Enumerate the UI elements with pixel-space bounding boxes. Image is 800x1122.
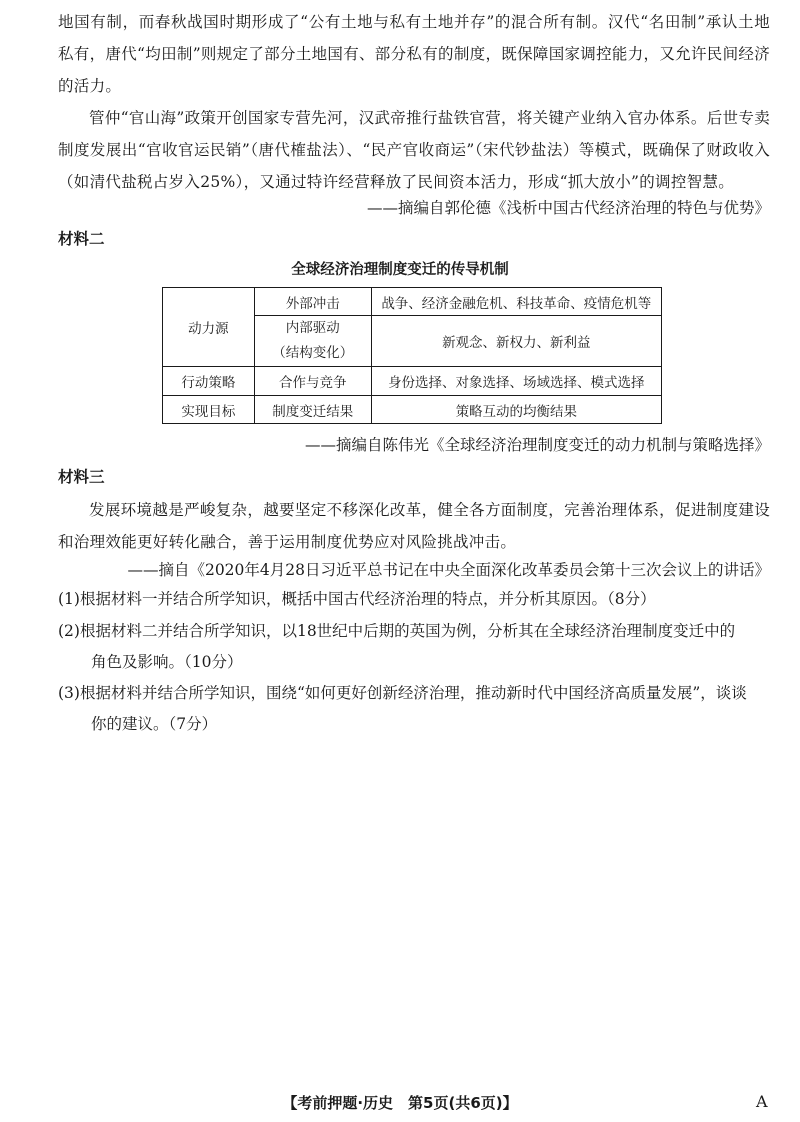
question-1: (1)根据材料一并结合所学知识，概括中国古代经济治理的特点，并分析其原因。（8分） (58, 590, 656, 608)
cell-power-source: 动力源 (163, 288, 255, 367)
internal-drive-line1: 内部驱动 (285, 320, 340, 336)
question-2-line1: (2)根据材料二并结合所学知识，以18世纪中后期的英国为例，分析其在全球经济治理制度变迁中的 (58, 622, 736, 640)
question-3-line2: 你的建议。（7分） (91, 715, 218, 733)
cell-institution-result: 制度变迁结果 (254, 396, 371, 424)
material1-paragraph-2: 管仲“官山海”政策开创国家专营先河，汉武帝推行盐铁官营，将关键产业纳入官办体系。后世专卖制度发展出“官收官运民销”（唐代榷盐法）、“民产官收商运”（宋代钞盐法）等模式，既确保了财政收入（如清代盐税占岁入25%），又通过特许经营释放了民间资本活力，形成“抓大放小”的调控智慧。 (58, 109, 770, 191)
cell-external-shock-desc: 战争、经济金融危机、科技革命、疫情危机等 (371, 288, 661, 316)
question-3 (58, 678, 772, 740)
cell-external-shock: 外部冲击 (254, 288, 371, 316)
page-footer: 【考前押题·历史 第5页(共6页)】 (282, 1094, 518, 1112)
internal-drive-line2: （结构变化） (272, 345, 354, 361)
table-row (163, 396, 662, 424)
table-row (163, 288, 662, 316)
material2-source: ——摘编自陈伟光《全球经济治理制度变迁的动力机制与策略选择》 (304, 436, 770, 454)
table-row (163, 367, 662, 396)
paper-version-mark: A (756, 1092, 768, 1111)
table-title: 全球经济治理制度变迁的传导机制 (291, 262, 509, 278)
transmission-mechanism-table (162, 287, 662, 424)
cell-action-strategy: 行动策略 (163, 367, 255, 396)
question-2 (58, 616, 772, 678)
question-3-line1: (3)根据材料并结合所学知识，围绕“如何更好创新经济治理，推动新时代中国经济高质量发展”，谈谈 (58, 684, 747, 702)
cell-internal-drive-desc: 新观念、新权力、新利益 (371, 316, 661, 367)
cell-action-desc: 身份选择、对象选择、场域选择、模式选择 (371, 367, 661, 396)
cell-goal: 实现目标 (163, 396, 255, 424)
cell-cooperation-competition: 合作与竞争 (254, 367, 371, 396)
material3-heading: 材料三 (58, 468, 105, 486)
material3-paragraph: 发展环境越是严峻复杂，越要坚定不移深化改革，健全各方面制度，完善治理体系，促进制度建设和治理效能更好转化融合，善于运用制度优势应对风险挑战冲击。 (58, 501, 770, 551)
material1-paragraph-1: 地国有制，而春秋战国时期形成了“公有土地与私有土地并存”的混合所有制。汉代“名田制”承认土地私有，唐代“均田制”则规定了部分土地国有、部分私有的制度，既保障国家调控能力，又允许民间经济的活力。 (58, 13, 770, 95)
cell-goal-desc: 策略互动的均衡结果 (371, 396, 661, 424)
cell-internal-drive (254, 316, 371, 367)
material2-heading: 材料二 (58, 230, 105, 248)
material1-source: ——摘编自郭伦德《浅析中国古代经济治理的特色与优势》 (366, 199, 770, 217)
question-2-line2: 角色及影响。（10分） (91, 653, 243, 671)
material3-source: ——摘自《2020年4月28日习近平总书记在中央全面深化改革委员会第十三次会议上的讲话》 (127, 561, 770, 579)
